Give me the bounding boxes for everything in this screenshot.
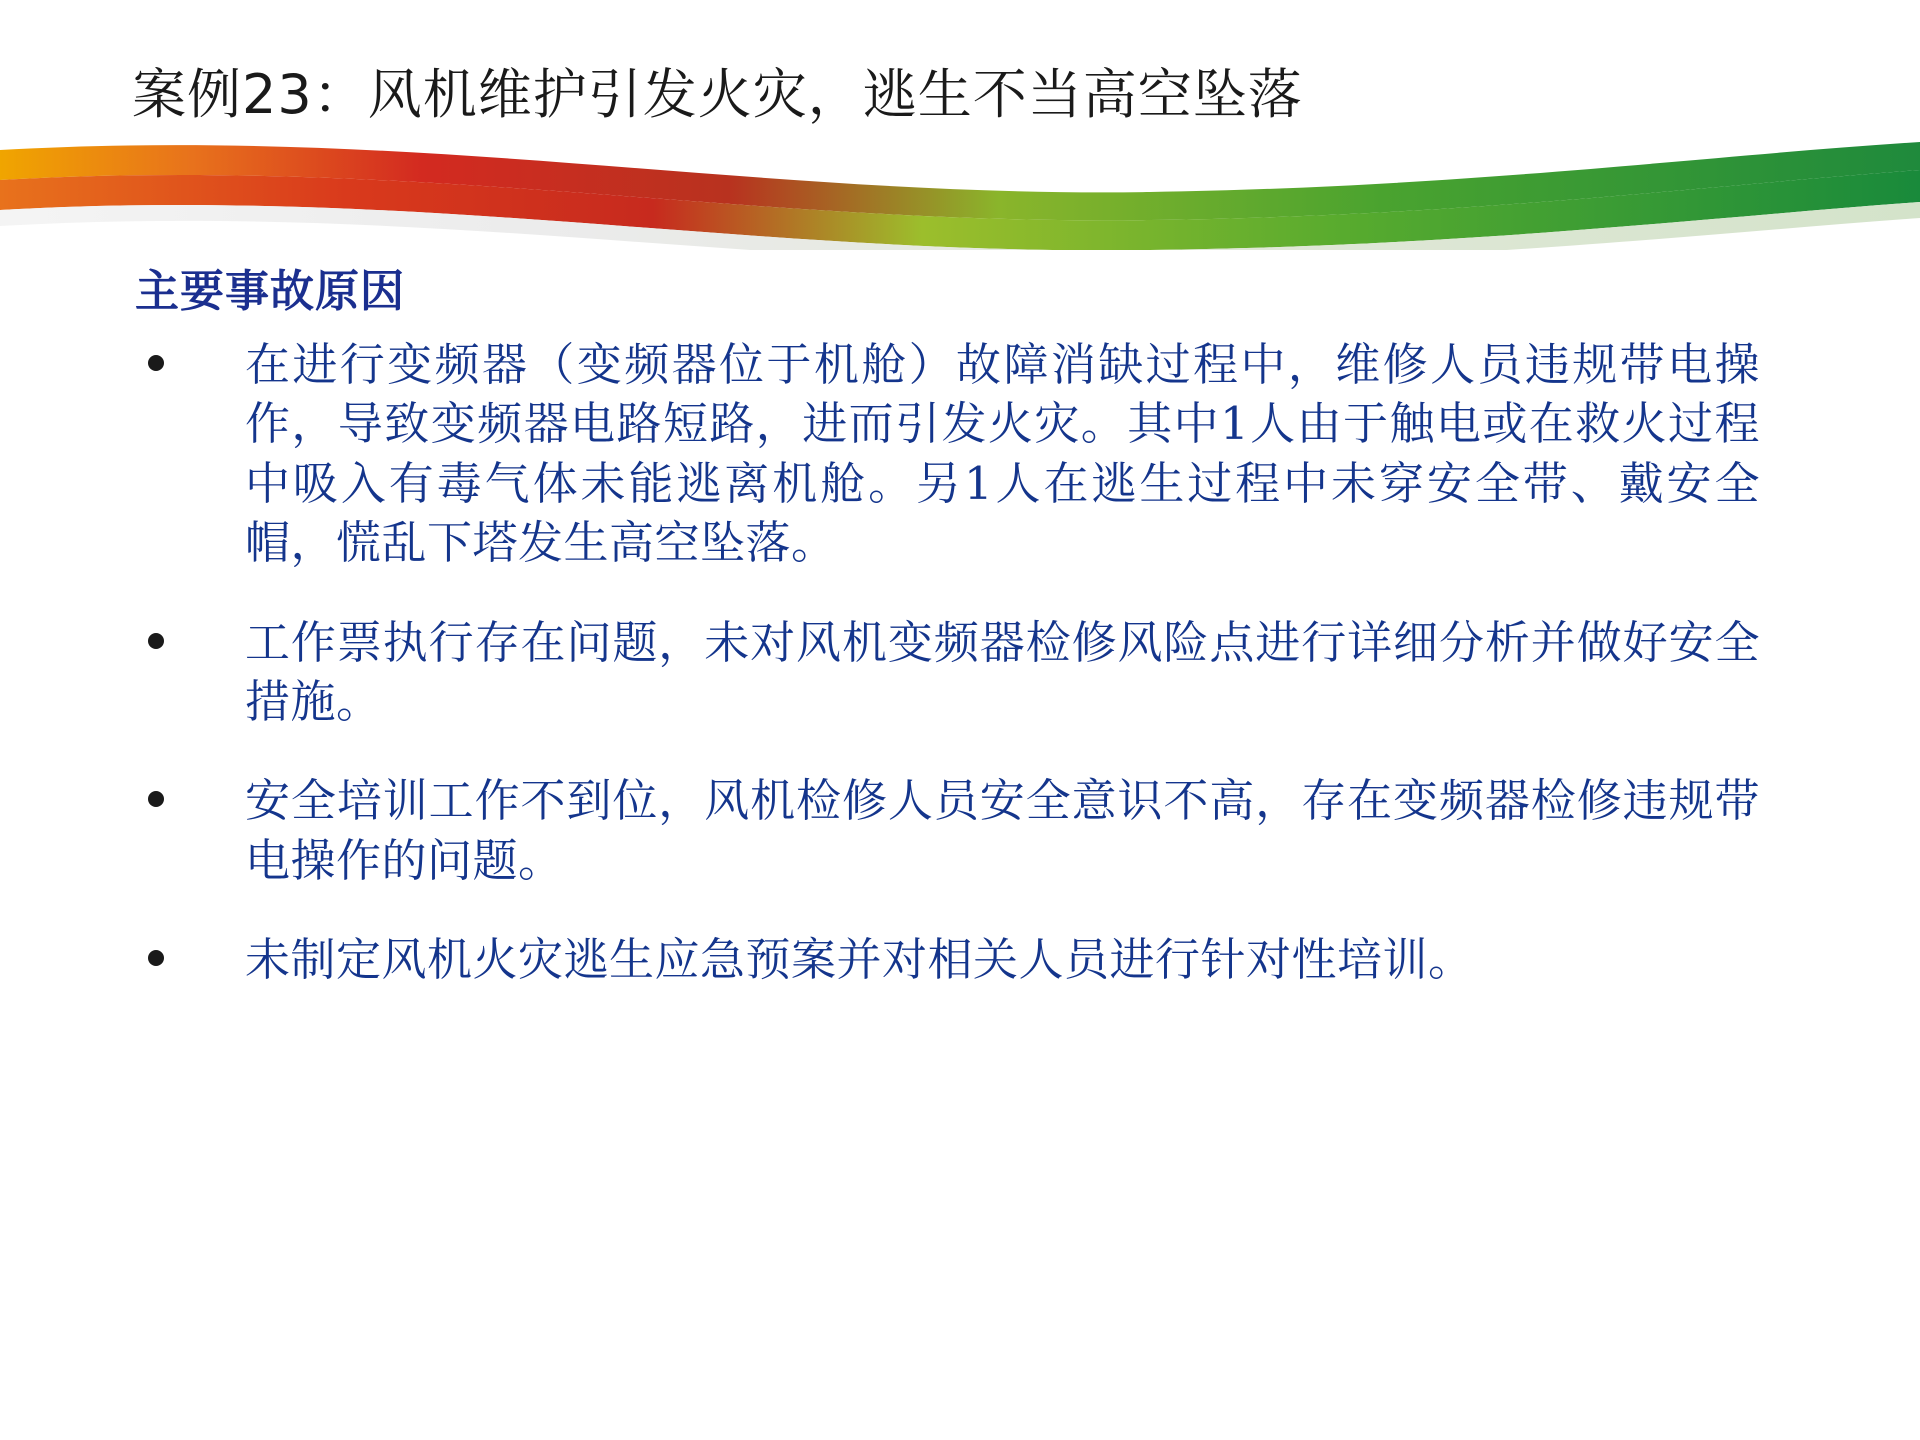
cause-bullet-list xyxy=(0,335,1920,1030)
list-item xyxy=(0,335,1920,573)
bullet-dot-icon xyxy=(148,950,164,966)
list-item xyxy=(0,930,1920,989)
bullet-dot-icon xyxy=(148,791,164,807)
section-heading: 主要事故原因 xyxy=(135,266,405,317)
list-item xyxy=(0,771,1920,890)
bullet-dot-icon xyxy=(148,355,164,371)
bullet-text: 在进行变频器（变频器位于机舱）故障消缺过程中，维修人员违规带电操作，导致变频器电路短路，进而引发火灾。其中1人由于触电或在救火过程中吸入有毒气体未能逃离机舱。另1人在逃生过程中未穿安全带、戴安全帽，慌乱下塔发生高空坠落。 xyxy=(245,338,1760,570)
bullet-text: 未制定风机火灾逃生应急预案并对相关人员进行针对性培训。 xyxy=(245,933,1474,987)
bullet-dot-icon xyxy=(148,633,164,649)
decorative-swoosh-band xyxy=(0,140,1920,250)
bullet-text: 工作票执行存在问题，未对风机变频器检修风险点进行详细分析并做好安全措施。 xyxy=(245,615,1760,728)
bullet-text: 安全培训工作不到位，风机检修人员安全意识不高，存在变频器检修违规带电操作的问题。 xyxy=(245,774,1760,887)
list-item xyxy=(0,613,1920,732)
swoosh-graphic xyxy=(0,140,1920,250)
page-title: 案例23：风机维护引发火灾，逃生不当高空坠落 xyxy=(132,63,1303,126)
